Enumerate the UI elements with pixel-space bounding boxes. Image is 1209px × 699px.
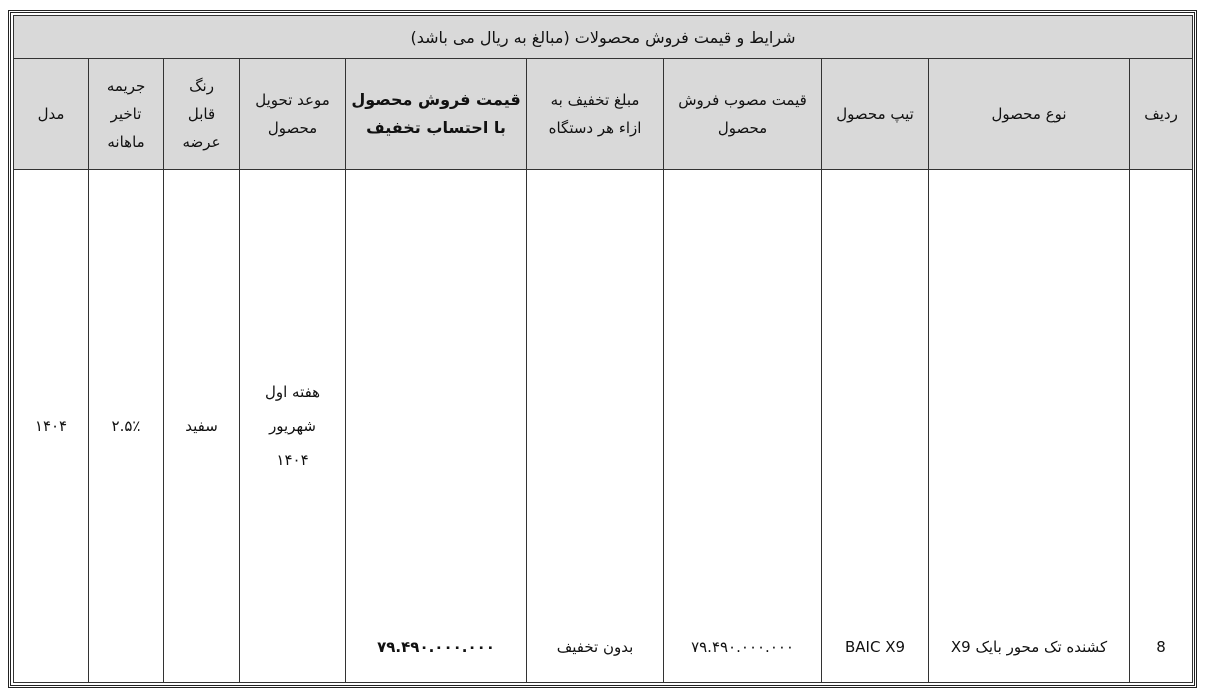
header-delivery: موعد تحویل محصول [240, 59, 346, 170]
cell-model: ۱۴۰۴ [14, 170, 89, 683]
price-table [13, 15, 1193, 683]
table-row [14, 170, 1193, 683]
cell-row-number: 8 [1130, 170, 1193, 683]
header-penalty: جریمه تاخیر ماهانه [89, 59, 164, 170]
cell-discount: بدون تخفیف [527, 170, 664, 683]
header-final-price: قیمت فروش محصول با احتساب تخفیف [346, 59, 527, 170]
header-row-number: ردیف [1130, 59, 1193, 170]
header-product-type: نوع محصول [929, 59, 1130, 170]
cell-penalty: ۲.۵٪ [89, 170, 164, 683]
header-approved-price: قیمت مصوب فروش محصول [664, 59, 822, 170]
cell-product-type: کشنده تک محور بایک X9 [929, 170, 1130, 683]
header-row [14, 59, 1193, 170]
table-title: شرایط و قیمت فروش محصولات (مبالغ به ریال می باشد) [14, 16, 1193, 59]
header-model: مدل [14, 59, 89, 170]
header-color: رنگ قابل عرضه [164, 59, 240, 170]
cell-product-tip: BAIC X9 [822, 170, 929, 683]
header-product-tip: تیپ محصول [822, 59, 929, 170]
header-discount: مبلغ تخفیف به ازاء هر دستگاه [527, 59, 664, 170]
cell-delivery: هفته اول شهریور ۱۴۰۴ [240, 170, 346, 683]
cell-final-price: ۷۹.۴۹۰.۰۰۰.۰۰۰ [346, 170, 527, 683]
cell-color: سفید [164, 170, 240, 683]
cell-approved-price: ۷۹.۴۹۰.۰۰۰.۰۰۰ [664, 170, 822, 683]
title-row [14, 16, 1193, 59]
